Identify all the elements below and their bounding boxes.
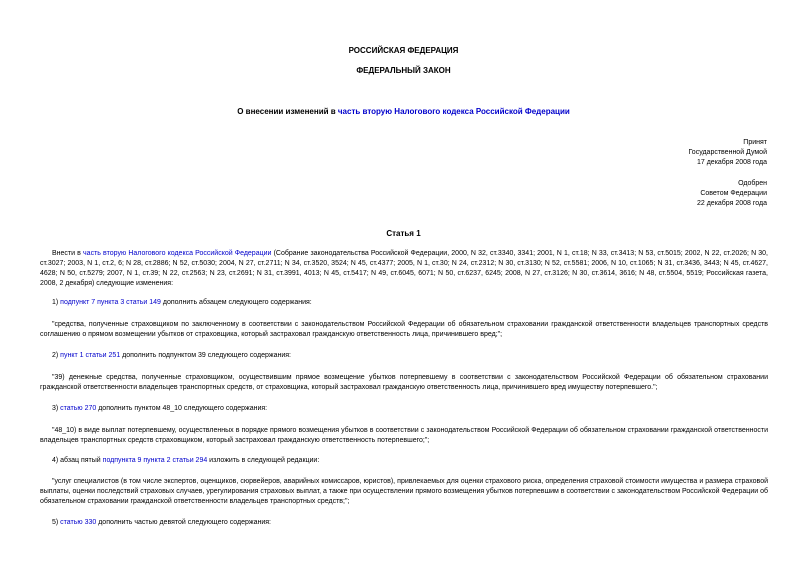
item-1-num: 1) [52,299,61,306]
item-3-text: дополнить пунктом 48_10 следующего содержания: [96,405,268,412]
intro-text-b: (Собрание законодательства Российской Федерации, 2000, N 32, ст.3340, 3341; 2001, N 1, ст.18; N 33, ст.3413; N 53, ст.5015; 2002, N 22, ст.2026; N 30, ст.3027; 2003, N 1, ст.2, 6; N 28, ст.2886; N 52, ст.5030; 2004, N 27, ст.2711; N 34, ст.3520, 3524; N 45, ст.4377; 2005, N 1, ст.30; N 24, ст.2312; N 30, ст.3130; N 52, ст.5581; 2006, N 10, ст.1065; N 31, ст.3436, 3443; N 45, ст.4627, 4628; N 50, ст.5279; 2007, N 1, ст.39; N 22, ст.2563; N 23, ст.2691; N 31, ст.3991, 4013; N 45, ст.5417; N 49, ст.6045, 6071; N 50, ст.6237, 6245; 2008, N 27, ст.3126; N 30, ст.3614, 3616; N 48, ст.5504, 5519; Российская газета, 2008, 2 декабря) следующие изменения: [40,250,768,287]
adopted-line1: Принят [743,139,767,146]
item-5-link[interactable]: статью 330 [60,519,97,526]
item-1 [40,298,768,308]
quote-3: "48_10) в виде выплат потерпевшему, осуществленных в порядке прямого возмещения убытков в соответствии с законодательством Российской Федерации об обязательном страховании гражданской ответственности владельцев транспортных средств страховщиком, который застраховал гражданскую ответственность потерпевшего;"; [40,427,768,444]
approved-line2: Советом Федерации [700,190,767,197]
intro-paragraph [40,249,768,289]
doc-type-heading: ФЕДЕРАЛЬНЫЙ ЗАКОН [356,66,451,75]
item-4-link[interactable]: подпункта 9 пункта 2 статьи 294 [102,457,208,464]
quote-1: "средства, полученные страховщиком по заключенному в соответствии с законодательством Российской Федерации об обязательном страховании гражданской ответственности владельцев транспортных средств соглашению о прямом возмещении убытков от страховщика, который застраховал гражданскую ответственность лица, причинившего вред;"; [40,321,768,338]
quote-2: "39) денежные средства, полученные страховщиком, осуществившим прямое возмещение убытков потерпевшему в соответствии с законодательством Российской Федерации об обязательном страховании гражданской ответственности владельцев транспортных средств, от страховщика, который застраховал гражданскую ответственность лица, причинившего вред имуществу потерпевшего."; [40,374,768,391]
item-3 [40,404,768,414]
country-heading: РОССИЙСКАЯ ФЕДЕРАЦИЯ [348,46,459,55]
item-5-text: дополнить частью девятой следующего содержания: [96,519,271,526]
item-4 [40,456,768,466]
adopted-date: 17 декабря 2008 года [696,159,767,166]
item-5 [40,518,768,528]
intro-link[interactable]: часть вторую Налогового кодекса Российской Федерации [83,250,272,257]
item-1-text: дополнить абзацем следующего содержания: [160,299,312,306]
approved-block [697,179,767,209]
law-title [0,107,807,117]
item-2-text: дополнить подпунктом 39 следующего содержания: [120,352,291,359]
item-5-num: 5) [52,519,61,526]
item-4-text: изложить в следующей редакции: [207,457,320,464]
item-2-link[interactable]: пункт 1 статьи 251 [60,352,121,359]
approved-date: 22 декабря 2008 года [696,200,767,207]
law-title-text: О внесении изменений в [237,107,338,116]
item-3-link[interactable]: статью 270 [60,405,97,412]
article-title: Статья 1 [386,229,421,238]
item-3-num: 3) [52,405,61,412]
item-1-link[interactable]: подпункт 7 пункта 3 статьи 149 [60,299,161,306]
intro-text-a: Внести в [52,250,84,257]
item-2-num: 2) [52,352,61,359]
item-2 [40,351,768,361]
title-link-tax-code[interactable]: часть вторую Налогового кодекса Российской Федерации [337,107,570,116]
quote-4: "услуг специалистов (в том числе экспертов, оценщиков, сюрвейеров, аварийных комиссаров, юристов), привлекаемых для оценки страхового риска, определения страховой стоимости имущества и размера страховой выплаты, оценки последствий страховых случаев, урегулирования страховых выплат, а также при осуществлении прямого возмещения убытков потерпевшим в соответствии с законодательством Российской Федерации об обязательном страховании гражданской ответственности владельцев транспортных средств;"; [40,478,768,505]
approved-line1: Одобрен [738,180,767,187]
adopted-line2: Государственной Думой [688,149,767,156]
adopted-block [688,138,767,168]
item-4-pre: 4) абзац пятый [52,457,103,464]
